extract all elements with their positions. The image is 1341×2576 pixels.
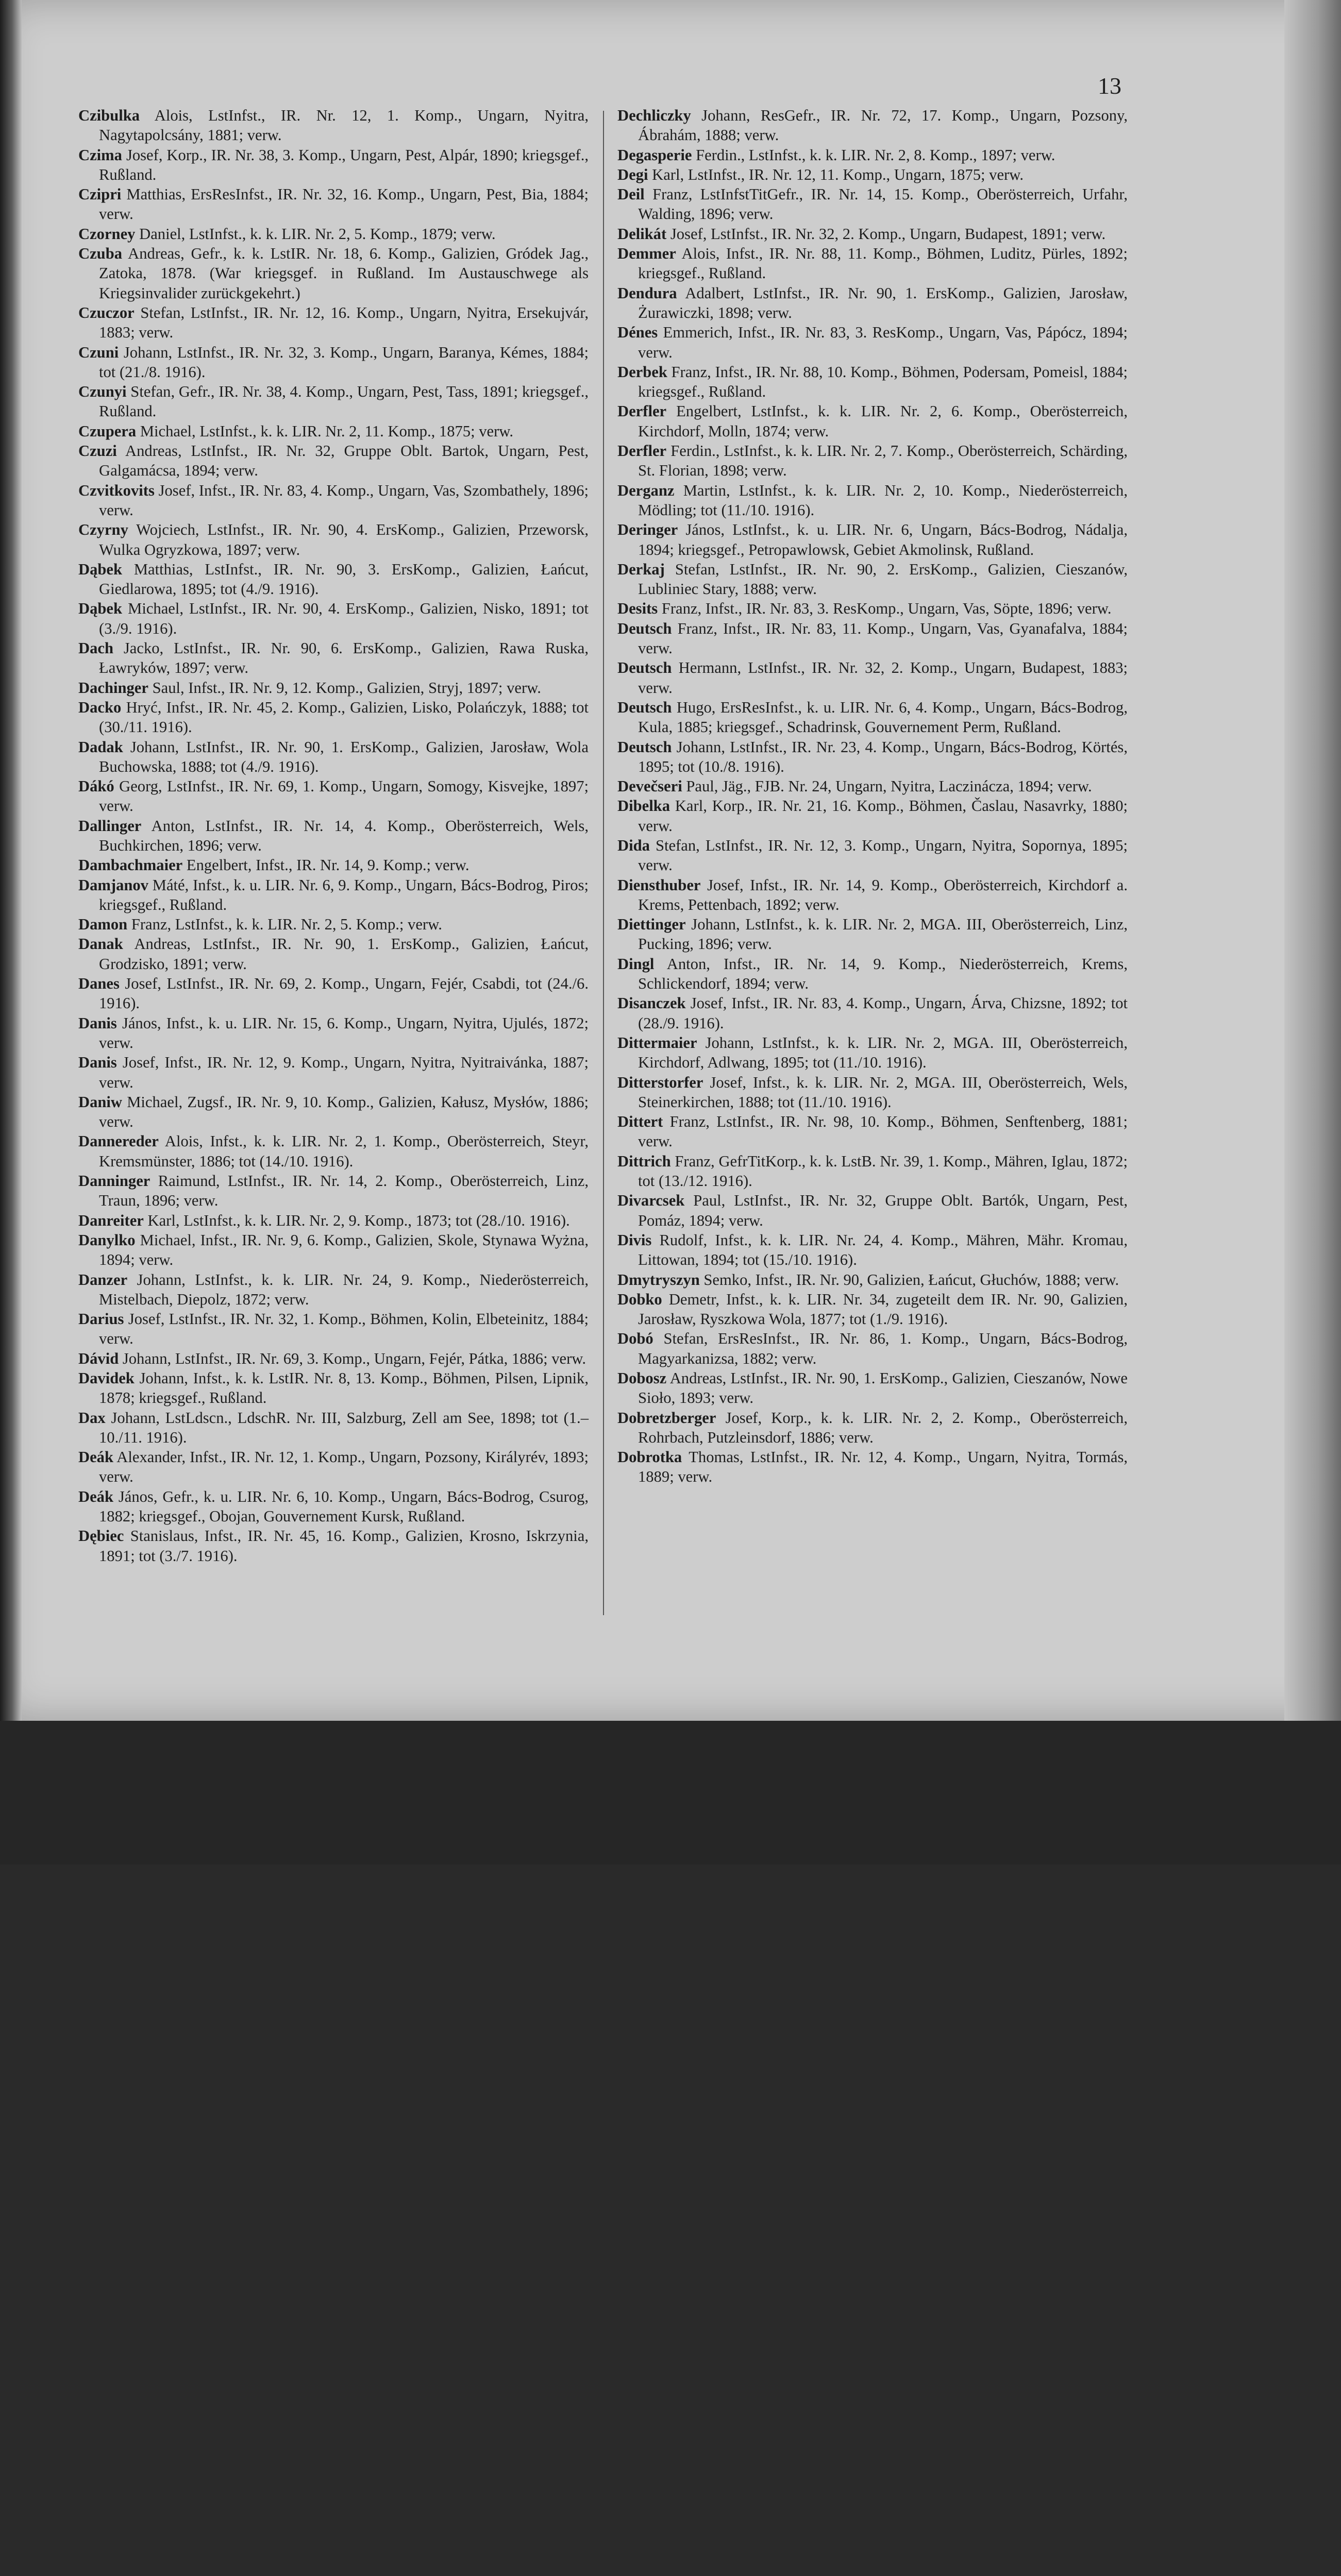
entry-details: Anton, LstInfst., IR. Nr. 14, 4. Komp., Oberösterreich, Wels, Buchkirchen, 1896; verw. xyxy=(99,817,589,854)
directory-entry xyxy=(78,1013,589,1053)
directory-entry xyxy=(617,698,1128,737)
entry-surname: Dobosz xyxy=(617,1369,667,1387)
entry-surname: Diettinger xyxy=(617,916,686,934)
directory-entry xyxy=(78,1053,589,1092)
entry-details: Alois, Infst., IR. Nr. 88, 11. Komp., Böhmen, Luditz, Pürles, 1892; kriegsgef., Rußland. xyxy=(638,245,1128,282)
entry-surname: Danes xyxy=(78,975,120,993)
directory-entry xyxy=(617,224,1128,244)
entry-surname: Dębiec xyxy=(78,1527,124,1545)
directory-entry xyxy=(617,1368,1128,1408)
entry-details: Engelbert, Infst., IR. Nr. 14, 9. Komp.; verw. xyxy=(182,856,470,874)
directory-entry xyxy=(78,1487,589,1527)
entry-details: Franz, Infst., IR. Nr. 88, 10. Komp., Böhmen, Podersam, Pomeisl, 1884; kriegsgef., Rußland. xyxy=(638,363,1128,401)
entry-details: Michael, Infst., IR. Nr. 9, 6. Komp., Galizien, Skole, Stynawa Wyżna, 1894; verw. xyxy=(99,1231,589,1269)
entry-details: Michael, LstInfst., k. k. LIR. Nr. 2, 11. Komp., 1875; verw. xyxy=(136,422,514,440)
entry-surname: Czuba xyxy=(78,245,122,263)
entry-surname: Danreiter xyxy=(78,1211,144,1229)
entry-surname: Derfler xyxy=(617,442,667,460)
entry-details: Semko, Infst., IR. Nr. 90, Galizien, Łańcut, Głuchów, 1888; verw. xyxy=(699,1270,1119,1289)
directory-entry xyxy=(617,1290,1128,1329)
entry-details: Franz, LstInfstTitGefr., IR. Nr. 14, 15. Komp., Oberösterreich, Urfahr, Walding, 1896; verw. xyxy=(638,185,1128,223)
directory-entry xyxy=(617,599,1128,618)
directory-entry xyxy=(78,599,589,638)
directory-entry xyxy=(617,1112,1128,1151)
entry-surname: Daniw xyxy=(78,1093,122,1111)
entry-details: Johann, LstInfst., k. k. LIR. Nr. 24, 9. Komp., Niederösterreich, Mistelbach, Diepolz, 1872; verw. xyxy=(99,1270,589,1308)
entry-surname: Devečseri xyxy=(617,777,682,795)
entry-surname: Danninger xyxy=(78,1172,150,1190)
directory-entry xyxy=(617,520,1128,560)
entry-surname: Desits xyxy=(617,600,658,618)
entry-details: Paul, LstInfst., IR. Nr. 32, Gruppe Oblt. Bartók, Ungarn, Pest, Pomáz, 1894; verw. xyxy=(638,1192,1128,1229)
entry-surname: Deutsch xyxy=(617,659,672,677)
directory-entry xyxy=(78,1309,589,1349)
entry-details: Johann, LstInfst., IR. Nr. 90, 1. ErsKomp., Galizien, Jarosław, Wola Buchowska, 1888; tot (4./9. 1916). xyxy=(99,738,589,775)
entry-details: Josef, Infst., IR. Nr. 12, 9. Komp., Ungarn, Nyitra, Nyitraivánka, 1887; verw. xyxy=(99,1054,589,1091)
directory-entry xyxy=(78,1368,589,1408)
entry-details: Anton, Infst., IR. Nr. 14, 9. Komp., Niederösterreich, Krems, Schlickendorf, 1894; verw. xyxy=(638,955,1128,993)
directory-entry xyxy=(617,914,1128,954)
entry-details: Alois, LstInfst., IR. Nr. 12, 1. Komp., Ungarn, Nyitra, Nagytapolcsány, 1881; verw. xyxy=(99,107,589,144)
entry-surname: Dida xyxy=(617,836,650,854)
directory-entry xyxy=(78,1526,589,1566)
directory-entry xyxy=(78,816,589,856)
directory-entry xyxy=(617,401,1128,441)
directory-entry xyxy=(78,343,589,382)
directory-entry xyxy=(78,698,589,737)
entry-details: Franz, GefrTitKorp., k. k. LstB. Nr. 39, 1. Komp., Mähren, Iglau, 1872; tot (13./12. 1916). xyxy=(638,1152,1128,1190)
directory-entry xyxy=(617,796,1128,836)
directory-entry xyxy=(78,974,589,1013)
entry-details: Johann, LstInfst., IR. Nr. 32, 3. Komp., Ungarn, Baranya, Kémes, 1884; tot (21./8. 1916). xyxy=(99,343,589,381)
entry-details: János, LstInfst., k. u. LIR. Nr. 6, Ungarn, Bács-Bodrog, Nádalja, 1894; kriegsgef., Petropawlowsk, Gebiet Akmolinsk, Rußland. xyxy=(638,521,1128,558)
entry-details: Stefan, LstInfst., IR. Nr. 12, 3. Komp., Ungarn, Nyitra, Sopornya, 1895; verw. xyxy=(638,836,1128,874)
directory-entry xyxy=(78,106,589,145)
entry-details: Alexander, Infst., IR. Nr. 12, 1. Komp., Ungarn, Pozsony, Királyrév, 1893; verw. xyxy=(99,1448,589,1486)
entry-details: Josef, Infst., IR. Nr. 14, 9. Komp., Oberösterreich, Kirchdorf a. Krems, Pettenbach, 1892; verw. xyxy=(638,876,1128,913)
directory-entry xyxy=(78,560,589,599)
entry-surname: Dach xyxy=(78,639,113,657)
entry-surname: Derfler xyxy=(617,402,667,420)
entry-surname: Dávid xyxy=(78,1349,119,1367)
viewer-footer xyxy=(0,1721,1341,1865)
left-column xyxy=(78,106,589,1566)
entry-details: Josef, Korp., k. k. LIR. Nr. 2, 2. Komp., Oberösterreich, Rohrbach, Putzleinsdorf, 1886; verw. xyxy=(638,1409,1128,1446)
entry-surname: Ditterstorfer xyxy=(617,1073,703,1091)
directory-entry xyxy=(78,382,589,421)
entry-details: Rudolf, Infst., k. k. LIR. Nr. 24, 4. Komp., Mähren, Mähr. Kromau, Littowan, 1894; tot (15./10. 1916). xyxy=(638,1231,1128,1269)
entry-details: Thomas, LstInfst., IR. Nr. 12, 4. Komp., Ungarn, Nyitra, Tormás, 1889; verw. xyxy=(638,1448,1128,1486)
entry-details: Wojciech, LstInfst., IR. Nr. 90, 4. ErsKomp., Galizien, Przeworsk, Wulka Ogryzkowa, 1897; verw. xyxy=(99,521,589,558)
entry-surname: Deutsch xyxy=(617,698,672,716)
entry-surname: Czunyi xyxy=(78,383,127,401)
directory-entry xyxy=(78,1092,589,1132)
directory-entry xyxy=(617,619,1128,658)
directory-entry xyxy=(617,1033,1128,1073)
entry-surname: Dittrich xyxy=(617,1152,671,1170)
entry-surname: Dibelka xyxy=(617,797,670,815)
entry-surname: Czuni xyxy=(78,343,119,361)
entry-details: Emmerich, Infst., IR. Nr. 83, 3. ResKomp., Ungarn, Vas, Pápócz, 1894; verw. xyxy=(638,324,1128,361)
entry-surname: Dąbek xyxy=(78,560,122,578)
directory-entry xyxy=(78,678,589,698)
directory-entry xyxy=(617,1073,1128,1112)
entry-surname: Dambachmaier xyxy=(78,856,183,874)
directory-entry xyxy=(78,520,589,560)
directory-entry xyxy=(78,224,589,244)
entry-details: Franz, LstInfst., IR. Nr. 98, 10. Komp., Böhmen, Senftenberg, 1881; verw. xyxy=(638,1113,1128,1150)
entry-surname: Czuczor xyxy=(78,303,135,321)
entry-details: Johann, Infst., k. k. LstIR. Nr. 8, 13. Komp., Böhmen, Pilsen, Lipnik, 1878; kriegsgef., Rußland. xyxy=(99,1369,589,1407)
directory-entry xyxy=(617,283,1128,323)
entry-surname: Czuzi xyxy=(78,442,117,460)
directory-entry xyxy=(617,323,1128,362)
directory-entry xyxy=(617,560,1128,599)
entry-surname: Danzer xyxy=(78,1270,128,1289)
entry-details: Josef, LstInfst., IR. Nr. 69, 2. Komp., Ungarn, Fejér, Csabdi, tot (24./6. 1916). xyxy=(99,975,589,1012)
entry-details: Andreas, LstInfst., IR. Nr. 90, 1. ErsKomp., Galizien, Cieszanów, Nowe Sioło, 1893; verw. xyxy=(638,1369,1128,1407)
entry-surname: Deutsch xyxy=(617,738,672,756)
directory-entry xyxy=(78,145,589,185)
directory-entry xyxy=(617,737,1128,777)
entry-surname: Danis xyxy=(78,1014,117,1032)
page-binding-shadow xyxy=(0,0,22,1721)
entry-details: Franz, Infst., IR. Nr. 83, 11. Komp., Ungarn, Vas, Gyanafalva, 1884; verw. xyxy=(638,619,1128,657)
directory-entry xyxy=(78,184,589,224)
directory-entry xyxy=(617,1151,1128,1191)
entry-surname: Divis xyxy=(617,1231,652,1249)
entry-details: Engelbert, LstInfst., k. k. LIR. Nr. 2, 6. Komp., Oberösterreich, Kirchdorf, Molln, 1874; verw. xyxy=(638,402,1128,440)
directory-entry xyxy=(78,1230,589,1270)
directory-entry xyxy=(617,836,1128,875)
entry-details: Josef, Infst., IR. Nr. 83, 4. Komp., Ungarn, Árva, Chizsne, 1892; tot (28./9. 1916). xyxy=(638,994,1128,1032)
directory-entry xyxy=(78,1270,589,1310)
entry-surname: Demmer xyxy=(617,245,676,263)
directory-entry xyxy=(78,875,589,915)
entry-details: Andreas, LstInfst., IR. Nr. 90, 1. ErsKomp., Galizien, Łańcut, Grodzisko, 1891; verw. xyxy=(99,935,589,973)
directory-entry xyxy=(78,1131,589,1171)
entry-surname: Dobko xyxy=(617,1290,662,1308)
entry-details: Adalbert, LstInfst., IR. Nr. 90, 1. ErsKomp., Galizien, Jarosław, Żurawiczki, 1898; verw. xyxy=(638,284,1128,321)
directory-entry xyxy=(78,914,589,934)
entry-details: Johann, ResGefr., IR. Nr. 72, 17. Komp., Ungarn, Pozsony, Ábrahám, 1888; verw. xyxy=(638,107,1128,144)
entry-surname: Czvitkovits xyxy=(78,481,155,499)
directory-entry xyxy=(617,244,1128,283)
entry-surname: Divarcsek xyxy=(617,1192,685,1210)
entry-surname: Derbek xyxy=(617,363,667,381)
entry-details: Stefan, ErsResInfst., IR. Nr. 86, 1. Komp., Ungarn, Bács-Bodrog, Magyarkanizsa, 1882; verw. xyxy=(638,1330,1128,1367)
entry-surname: Dallinger xyxy=(78,817,142,835)
entry-surname: Czibulka xyxy=(78,107,140,124)
entry-surname: Dingl xyxy=(617,955,655,973)
entry-details: Johann, LstInfst., k. k. LIR. Nr. 2, MGA. III, Oberösterreich, Kirchdorf, Adlwang, 1895; tot (11./10. 1916). xyxy=(638,1033,1128,1072)
entry-details: Karl, LstInfst., IR. Nr. 12, 11. Komp., Ungarn, 1875; verw. xyxy=(648,165,1024,183)
entry-surname: Czima xyxy=(78,146,122,164)
entry-surname: Damjanov xyxy=(78,876,148,894)
right-column xyxy=(617,106,1128,1487)
entry-details: Michael, LstInfst., IR. Nr. 90, 4. ErsKomp., Galizien, Nisko, 1891; tot (3./9. 1916). xyxy=(99,600,589,637)
entry-details: Georg, LstInfst., IR. Nr. 69, 1. Komp., Ungarn, Somogy, Kisvejke, 1897; verw. xyxy=(99,777,589,815)
entry-details: Andreas, Gefr., k. k. LstIR. Nr. 18, 6. Komp., Galizien, Gródek Jag., Zatoka, 1878. (War kriegsgef. in Rußland. Im Austauschwege als Kriegsinvalider zurückgekehrt.) xyxy=(99,245,589,302)
entry-surname: Dobó xyxy=(617,1330,653,1348)
entry-details: Jacko, LstInfst., IR. Nr. 90, 6. ErsKomp., Galizien, Rawa Ruska, Ławryków, 1897; verw. xyxy=(99,639,589,677)
entry-details: Hermann, LstInfst., IR. Nr. 32, 2. Komp., Ungarn, Budapest, 1883; verw. xyxy=(638,659,1128,697)
entry-surname: Derkaj xyxy=(617,560,665,578)
directory-entry xyxy=(78,1211,589,1230)
entry-details: Stefan, LstInfst., IR. Nr. 12, 16. Komp., Ungarn, Nyitra, Ersekujvár, 1883; verw. xyxy=(99,303,589,342)
page-edge-shadow xyxy=(1284,0,1341,1721)
directory-entry xyxy=(617,875,1128,915)
directory-entry xyxy=(78,1349,589,1368)
entry-surname: Deák xyxy=(78,1448,113,1466)
directory-entry xyxy=(617,362,1128,402)
directory-entry xyxy=(78,855,589,875)
entry-surname: Degi xyxy=(617,165,648,183)
entry-surname: Dénes xyxy=(617,324,658,342)
entry-surname: Czupera xyxy=(78,422,137,440)
entry-details: Ferdin., LstInfst., k. k. LIR. Nr. 2, 7. Komp., Oberösterreich, Schärding, St. Florian, 1898; verw. xyxy=(638,442,1128,480)
entry-surname: Derganz xyxy=(617,481,675,499)
entry-details: Raimund, LstInfst., IR. Nr. 14, 2. Komp., Oberösterreich, Linz, Traun, 1896; verw. xyxy=(99,1172,589,1210)
directory-entry xyxy=(78,737,589,777)
directory-entry xyxy=(617,145,1128,165)
entry-details: Josef, Infst., k. k. LIR. Nr. 2, MGA. III, Oberösterreich, Wels, Steinerkirchen, 1888; tot (11./10. 1916). xyxy=(638,1073,1128,1111)
entry-details: Stefan, LstInfst., IR. Nr. 90, 2. ErsKomp., Galizien, Cieszanów, Lubliniec Stary, 1888; verw. xyxy=(638,560,1128,598)
directory-entry xyxy=(78,244,589,303)
entry-surname: Dittermaier xyxy=(617,1033,697,1052)
entry-details: Johann, LstInfst., IR. Nr. 23, 4. Komp., Ungarn, Bács-Bodrog, Körtés, 1895; tot (10./8. 1916). xyxy=(638,738,1128,775)
entry-details: Josef, Infst., IR. Nr. 83, 4. Komp., Ungarn, Vas, Szombathely, 1896; verw. xyxy=(99,481,589,519)
entry-details: Johann, LstLdscn., LdschR. Nr. III, Salzburg, Zell am See, 1898; tot (1.–10./11. 1916). xyxy=(99,1409,589,1446)
entry-surname: Dmytryszyn xyxy=(617,1270,700,1289)
entry-details: Matthias, LstInfst., IR. Nr. 90, 3. ErsKomp., Galizien, Łańcut, Giedlarowa, 1895; tot (4./9. 1916). xyxy=(99,560,589,598)
directory-entry xyxy=(617,165,1128,184)
directory-entry xyxy=(617,954,1128,994)
entry-details: Saul, Infst., IR. Nr. 9, 12. Komp., Galizien, Stryj, 1897; verw. xyxy=(148,679,541,697)
entry-details: Stefan, Gefr., IR. Nr. 38, 4. Komp., Ungarn, Pest, Tass, 1891; kriegsgef., Rußland. xyxy=(99,383,589,420)
directory-entry xyxy=(78,934,589,974)
directory-entry xyxy=(617,441,1128,481)
entry-details: Michael, Zugsf., IR. Nr. 9, 10. Komp., Galizien, Kałusz, Mysłów, 1886; verw. xyxy=(99,1093,589,1131)
entry-surname: Dákó xyxy=(78,777,114,795)
directory-entry xyxy=(617,1270,1128,1290)
entry-details: Franz, Infst., IR. Nr. 83, 3. ResKomp., Ungarn, Vas, Söpte, 1896; verw. xyxy=(658,600,1112,618)
entry-details: Alois, Infst., k. k. LIR. Nr. 2, 1. Komp., Oberösterreich, Steyr, Kremsmünster, 1886; tot (14./10. 1916). xyxy=(99,1132,589,1170)
entry-surname: Davidek xyxy=(78,1369,135,1387)
entry-details: Demetr, Infst., k. k. LIR. Nr. 34, zugeteilt dem IR. Nr. 90, Galizien, Jarosław, Ryszkowa Wola, 1877; tot (1./9. 1916). xyxy=(638,1290,1128,1328)
entry-details: Daniel, LstInfst., k. k. LIR. Nr. 2, 5. Komp., 1879; verw. xyxy=(135,225,496,243)
directory-entry xyxy=(617,1191,1128,1230)
entry-details: Stanislaus, Infst., IR. Nr. 45, 16. Komp., Galizien, Krosno, Iskrzynia, 1891; tot (3./7. 1916). xyxy=(99,1527,589,1565)
entry-details: János, Infst., k. u. LIR. Nr. 15, 6. Komp., Ungarn, Nyitra, Ujulés, 1872; verw. xyxy=(99,1014,589,1052)
directory-entry xyxy=(78,481,589,520)
entry-details: Josef, Korp., IR. Nr. 38, 3. Komp., Ungarn, Pest, Alpár, 1890; kriegsgef., Rußland. xyxy=(99,146,589,183)
entry-details: Andreas, LstInfst., IR. Nr. 32, Gruppe Oblt. Bartok, Ungarn, Pest, Galgamácsa, 1894; verw. xyxy=(99,442,589,480)
directory-entry xyxy=(617,993,1128,1033)
entry-details: Paul, Jäg., FJB. Nr. 24, Ungarn, Nyitra, Laczinácza, 1894; verw. xyxy=(682,777,1092,795)
directory-entry xyxy=(78,1408,589,1448)
entry-details: Johann, LstInfst., k. k. LIR. Nr. 2, MGA. III, Oberösterreich, Linz, Pucking, 1896; verw. xyxy=(638,916,1128,953)
column-divider xyxy=(603,111,604,1615)
entry-details: Máté, Infst., k. u. LIR. Nr. 6, 9. Komp., Ungarn, Bács-Bodrog, Piros; kriegsgef., Rußland. xyxy=(99,876,589,913)
entry-surname: Czipri xyxy=(78,185,122,204)
entry-surname: Czyrny xyxy=(78,521,128,539)
entry-surname: Danak xyxy=(78,935,123,953)
entry-surname: Dittert xyxy=(617,1113,663,1131)
entry-surname: Dannereder xyxy=(78,1132,159,1150)
entry-surname: Delikát xyxy=(617,225,667,243)
entry-surname: Dobretzberger xyxy=(617,1409,716,1427)
entry-surname: Dachinger xyxy=(78,679,148,697)
entry-surname: Dendura xyxy=(617,284,677,302)
directory-entry xyxy=(78,776,589,816)
directory-entry xyxy=(617,1447,1128,1487)
entry-surname: Degasperie xyxy=(617,146,692,164)
entry-surname: Dechliczky xyxy=(617,107,691,124)
directory-entry xyxy=(78,303,589,343)
entry-surname: Dax xyxy=(78,1409,106,1427)
entry-surname: Disanczek xyxy=(617,994,686,1012)
entry-details: Matthias, ErsResInfst., IR. Nr. 32, 16. Komp., Ungarn, Pest, Bia, 1884; verw. xyxy=(99,185,589,223)
directory-entry xyxy=(617,184,1128,224)
entry-details: Josef, LstInfst., IR. Nr. 32, 2. Komp., Ungarn, Budapest, 1891; verw. xyxy=(666,225,1106,243)
entry-surname: Deringer xyxy=(617,521,678,539)
entry-details: Hryć, Infst., IR. Nr. 45, 2. Komp., Galizien, Lisko, Polańczyk, 1888; tot (30./11. 1916). xyxy=(99,698,589,736)
entry-surname: Deák xyxy=(78,1487,113,1505)
entry-details: Karl, Korp., IR. Nr. 21, 16. Komp., Böhmen, Časlau, Nasavrky, 1880; verw. xyxy=(638,797,1128,835)
entry-details: Hugo, ErsResInfst., k. u. LIR. Nr. 6, 4. Komp., Ungarn, Bács-Bodrog, Kula, 1885; kriegsgef., Schadrinsk, Gouvernement Perm, Rußland. xyxy=(638,698,1128,736)
directory-entry xyxy=(617,776,1128,796)
entry-details: Ferdin., LstInfst., k. k. LIR. Nr. 2, 8. Komp., 1897; verw. xyxy=(692,146,1055,164)
entry-details: Josef, LstInfst., IR. Nr. 32, 1. Komp., Böhmen, Kolin, Elbeteinitz, 1884; verw. xyxy=(99,1310,589,1348)
directory-entry xyxy=(617,1408,1128,1448)
directory-entry xyxy=(78,638,589,678)
entry-surname: Dadak xyxy=(78,738,123,756)
entry-surname: Dacko xyxy=(78,698,122,716)
entry-surname: Danis xyxy=(78,1054,117,1072)
entry-details: János, Gefr., k. u. LIR. Nr. 6, 10. Komp., Ungarn, Bács-Bodrog, Csurog, 1882; kriegsgef., Obojan, Gouvernement Kursk, Rußland. xyxy=(99,1487,589,1526)
directory-entry xyxy=(78,441,589,481)
entry-surname: Darius xyxy=(78,1310,124,1328)
entry-details: Franz, LstInfst., k. k. LIR. Nr. 2, 5. Komp.; verw. xyxy=(127,916,442,934)
entry-surname: Danylko xyxy=(78,1231,136,1249)
entry-surname: Deil xyxy=(617,185,645,204)
directory-entry xyxy=(78,421,589,441)
directory-entry xyxy=(617,481,1128,520)
directory-entry xyxy=(78,1447,589,1487)
entry-surname: Deutsch xyxy=(617,619,672,637)
directory-entry xyxy=(617,658,1128,698)
entry-surname: Dobrotka xyxy=(617,1448,682,1466)
entry-details: Johann, LstInfst., IR. Nr. 69, 3. Komp., Ungarn, Fejér, Pátka, 1886; verw. xyxy=(119,1349,586,1367)
entry-surname: Czorney xyxy=(78,225,136,243)
entry-surname: Damon xyxy=(78,916,128,934)
entry-details: Martin, LstInfst., k. k. LIR. Nr. 2, 10. Komp., Niederösterreich, Mödling; tot (11./10. 1916). xyxy=(638,481,1128,519)
entry-surname: Diensthuber xyxy=(617,876,701,894)
page-number: 13 xyxy=(1098,73,1121,99)
directory-entry xyxy=(617,106,1128,145)
entry-details: Karl, LstInfst., k. k. LIR. Nr. 2, 9. Komp., 1873; tot (28./10. 1916). xyxy=(143,1211,570,1229)
directory-entry xyxy=(617,1230,1128,1270)
directory-entry xyxy=(617,1329,1128,1368)
directory-entry xyxy=(78,1171,589,1211)
entry-surname: Dąbek xyxy=(78,600,122,618)
